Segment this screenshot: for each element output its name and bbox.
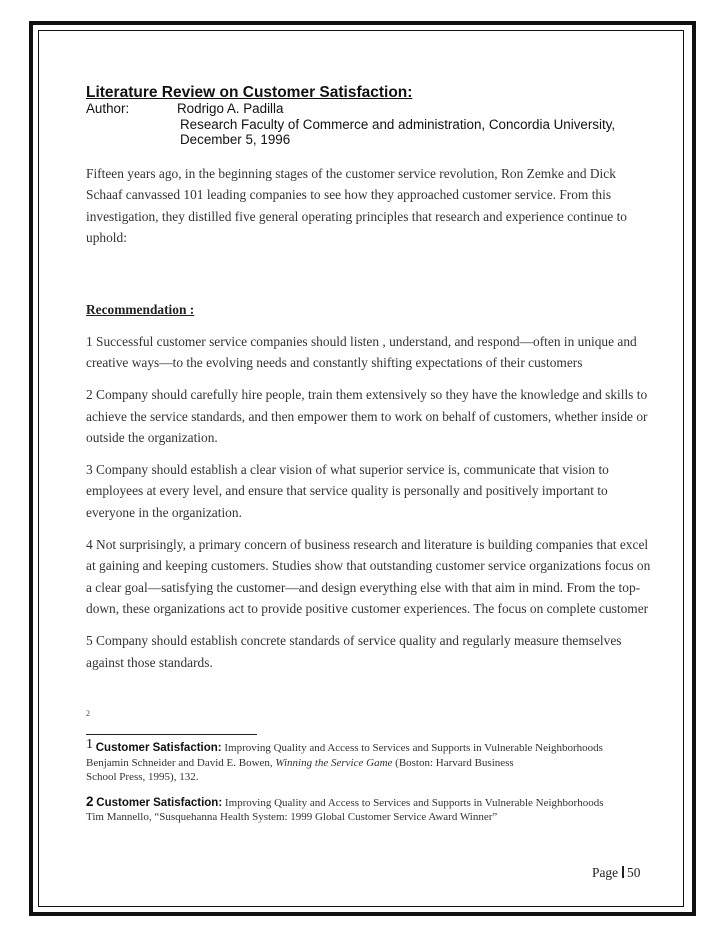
page-number-value: 50: [627, 865, 641, 880]
author-date: December 5, 1996: [180, 132, 291, 147]
page-label: Page: [592, 865, 619, 880]
footnote-2: [86, 795, 666, 825]
intro-paragraph: Fifteen years ago, in the beginning stages of the customer service revolution, Ron Zemke and Dick Schaaf canvassed 101 leading companies to see how they approached customer service. From this investigation, they distilled five general operating principles that research and experience continue to uphold:: [86, 165, 628, 246]
footnote-text: School Press, 1995), 132.: [86, 771, 199, 784]
author-details: [177, 101, 654, 148]
recommendation-heading: Recommendation :: [86, 301, 195, 317]
recommendation-item: 1 Successful customer service companies should listen , understand, and respond—often in unique and creative ways—to the evolving needs and constantly shifting expectations of their customers: [86, 333, 637, 371]
recommendation-item: 4 Not surprisingly, a primary concern of business research and literature is building companies that excel at gaining and keeping customers. Studies show that outstanding customer service organizations focus on a clear goal—satisfying the customer—and design everything else with that aim in mind. From the top-down, these organizations act to provide positive customer experiences. The focus on complete customer: [86, 536, 651, 617]
footnote-1: [86, 738, 666, 785]
footnote-text: Benjamin Schneider and David E. Bowen,: [86, 756, 276, 769]
document-title: Literature Review on Customer Satisfaction:: [86, 84, 413, 101]
footnote-text: (Boston: Harvard Business: [392, 756, 514, 769]
reference-marker: 2: [86, 709, 90, 719]
recommendation-item: 5 Company should establish concrete standards of service quality and regularly measure themselves against those standards.: [86, 633, 622, 670]
footnote-bold-title: Customer Satisfaction:: [95, 742, 222, 754]
author-label: Author:: [86, 101, 130, 116]
footnote-number: 2: [86, 793, 94, 809]
recommendation-item: 3 Company should establish a clear vision of what superior service is, communicate that vision to employees at every level, and ensure that service quality is personally and positively important to everyone in the organization.: [86, 461, 609, 521]
footnote-italic-title: Winning the Service Game: [275, 756, 393, 769]
footnote-text: Improving Quality and Access to Services and Supports in Vulnerable Neighborhoods: [221, 742, 603, 754]
footnote-bold-title: Customer Satisfaction:: [96, 796, 223, 809]
page-number: [592, 865, 640, 881]
page-separator: [622, 866, 624, 878]
author-name: Rodrigo A. Padilla: [177, 101, 284, 116]
footnote-separator: [86, 734, 257, 735]
footnote-text: Improving Quality and Access to Services and Supports in Vulnerable Neighborhoods: [222, 796, 604, 809]
author-block: [86, 101, 654, 148]
footnote-text: Tim Mannello, “Susquehanna Health System: 1999 Global Customer Service Award Winner”: [86, 811, 498, 824]
recommendation-item: 2 Company should carefully hire people, train them extensively so they have the knowledge and skills to achieve the service standards, and then empower them to work on behalf of customers, whether inside or outside the organization.: [86, 387, 648, 446]
footnote-number: 1: [86, 737, 93, 752]
footnotes: [86, 738, 666, 825]
document-body: [86, 84, 654, 718]
author-affiliation: Research Faculty of Commerce and administration, Concordia University,: [180, 116, 616, 132]
